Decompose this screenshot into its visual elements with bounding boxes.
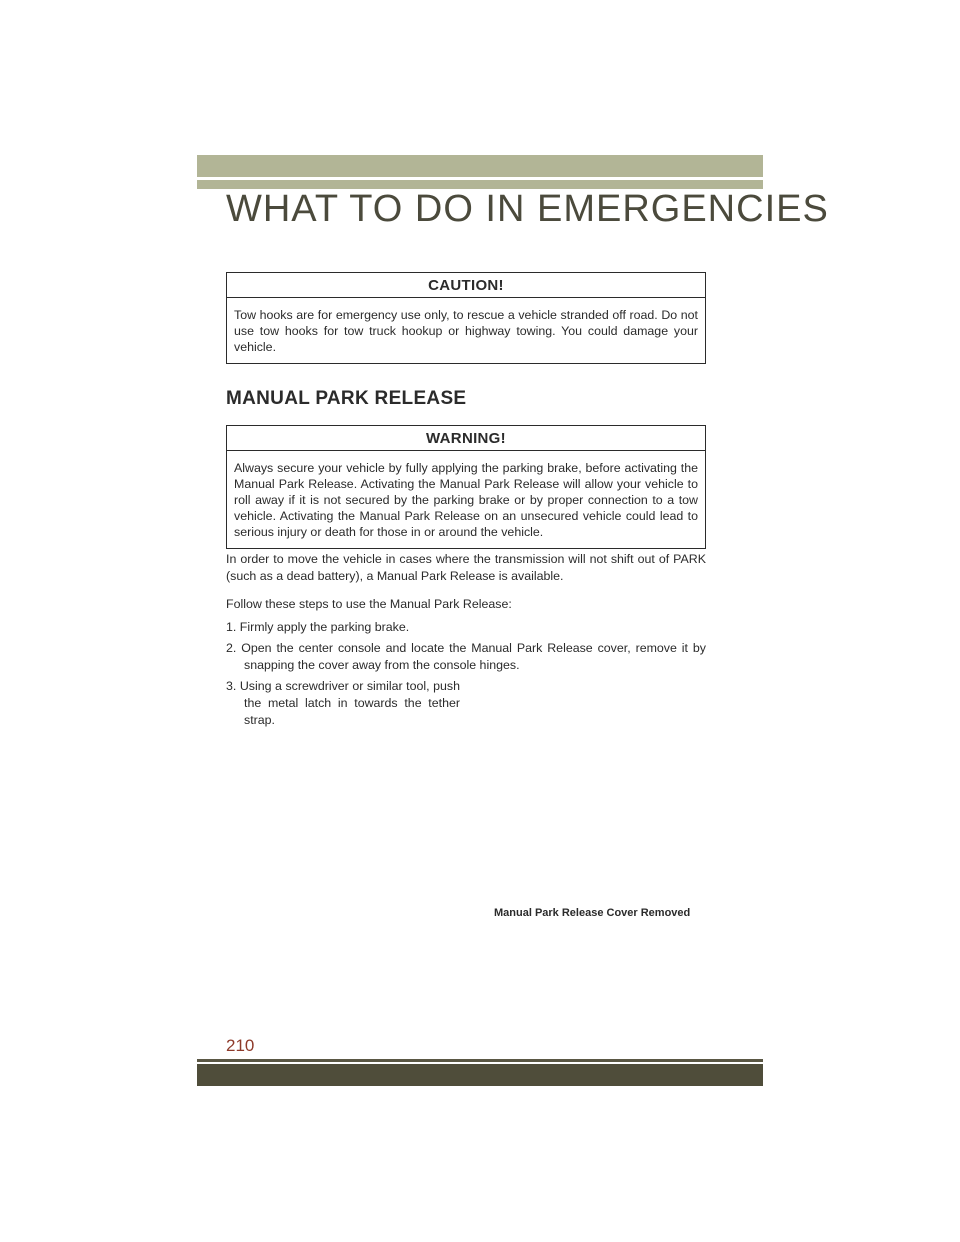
caution-label: CAUTION! xyxy=(227,273,705,298)
step-1: 1. Firmly apply the parking brake. xyxy=(226,620,410,634)
footer-band xyxy=(197,1064,763,1086)
caution-text: Tow hooks are for emergency use only, to rescue a vehicle stranded off road. Do not use tow hooks for tow truck hookup or highway towing. You could damage your vehicle. xyxy=(234,308,698,354)
section-title: WHAT TO DO IN EMERGENCIES xyxy=(226,188,829,230)
footer-band-thin xyxy=(197,1059,763,1062)
figure-caption: Manual Park Release Cover Removed xyxy=(494,907,691,919)
follow-paragraph: Follow these steps to use the Manual Park Release: xyxy=(226,597,512,611)
warning-text: Always secure your vehicle by fully applying the parking brake, before activating the Manual Park Release. Activating the Manual Park Release will allow your vehicle to roll away if it is not secured by the parking brake or by proper connection to a tow vehicle. Activating the Manual Park Release on an unsecured vehicle could lead to serious injury or death for those in or around the vehicle. xyxy=(234,461,698,539)
step-2: 2. Open the center console and locate the Manual Park Release cover, remove it by snapping the cover away from the console hinges. xyxy=(226,641,706,672)
section-heading: MANUAL PARK RELEASE xyxy=(226,388,467,409)
caution-box xyxy=(226,272,706,364)
warning-box xyxy=(226,425,706,549)
header-band xyxy=(197,155,763,177)
warning-label: WARNING! xyxy=(227,426,705,451)
step-3: 3. Using a screwdriver or similar tool, push the metal latch in towards the tether strap. xyxy=(226,679,460,727)
page-number: 210 xyxy=(226,1036,255,1055)
intro-paragraph: In order to move the vehicle in cases where the transmission will not shift out of PARK (such as a dead battery), a Manual Park Release is available. xyxy=(226,552,706,583)
